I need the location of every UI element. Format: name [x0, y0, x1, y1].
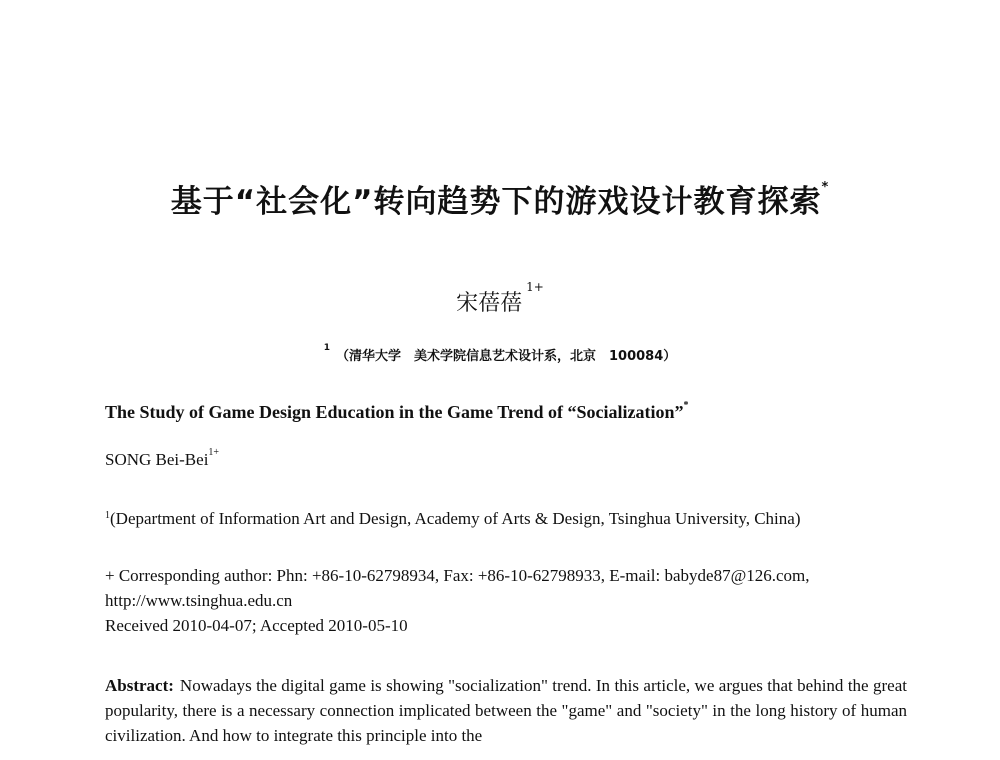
english-author-name: SONG Bei-Bei: [105, 450, 209, 469]
english-title-text: The Study of Game Design Education in the Game Trend of “Socialization”: [105, 402, 684, 422]
received-accepted-dates: Received 2010-04-07; Accepted 2010-05-10: [105, 616, 408, 635]
english-affiliation-text: (Department of Information Art and Design, Academy of Arts & Design, Tsinghua University, China): [110, 509, 801, 528]
corresponding-author: + Corresponding author: Phn: +86-10-62798934, Fax: +86-10-62798933, E-mail: babyde87@126.com,: [105, 566, 810, 585]
website-link[interactable]: http://www.tsinghua.edu.cn: [105, 591, 293, 610]
chinese-author-superscript: 1+: [526, 280, 544, 294]
english-affiliation: [105, 506, 907, 531]
english-author: [105, 447, 220, 470]
chinese-author-name: 宋蓓蓓: [456, 291, 523, 316]
chinese-title-footnote-mark: *: [821, 180, 830, 195]
contact-info: [105, 563, 907, 638]
english-title: [105, 402, 689, 423]
abstract-text: Nowadays the digital game is showing "socialization" trend. In this article, we argues that behind the great popularity, there is a necessary connection implicated between the "game" and "society" in the long history of human civilization. And how to integrate this principle into the: [105, 676, 907, 745]
chinese-affiliation-superscript: 1: [323, 343, 330, 353]
abstract: [105, 673, 907, 748]
chinese-affiliation-text: （清华大学 美术学院信息艺术设计系，北京 100084）: [335, 349, 677, 364]
abstract-label: Abstract:: [105, 676, 174, 695]
chinese-author: [0, 280, 1000, 317]
chinese-title-text: 基于“社会化”转向趋势下的游戏设计教育探索: [170, 184, 822, 220]
english-title-footnote-mark: *: [683, 400, 689, 411]
english-affiliation-superscript: 1: [105, 510, 110, 521]
english-author-superscript: 1+: [208, 447, 220, 458]
chinese-affiliation: [0, 345, 1000, 364]
chinese-title: [0, 176, 1000, 221]
